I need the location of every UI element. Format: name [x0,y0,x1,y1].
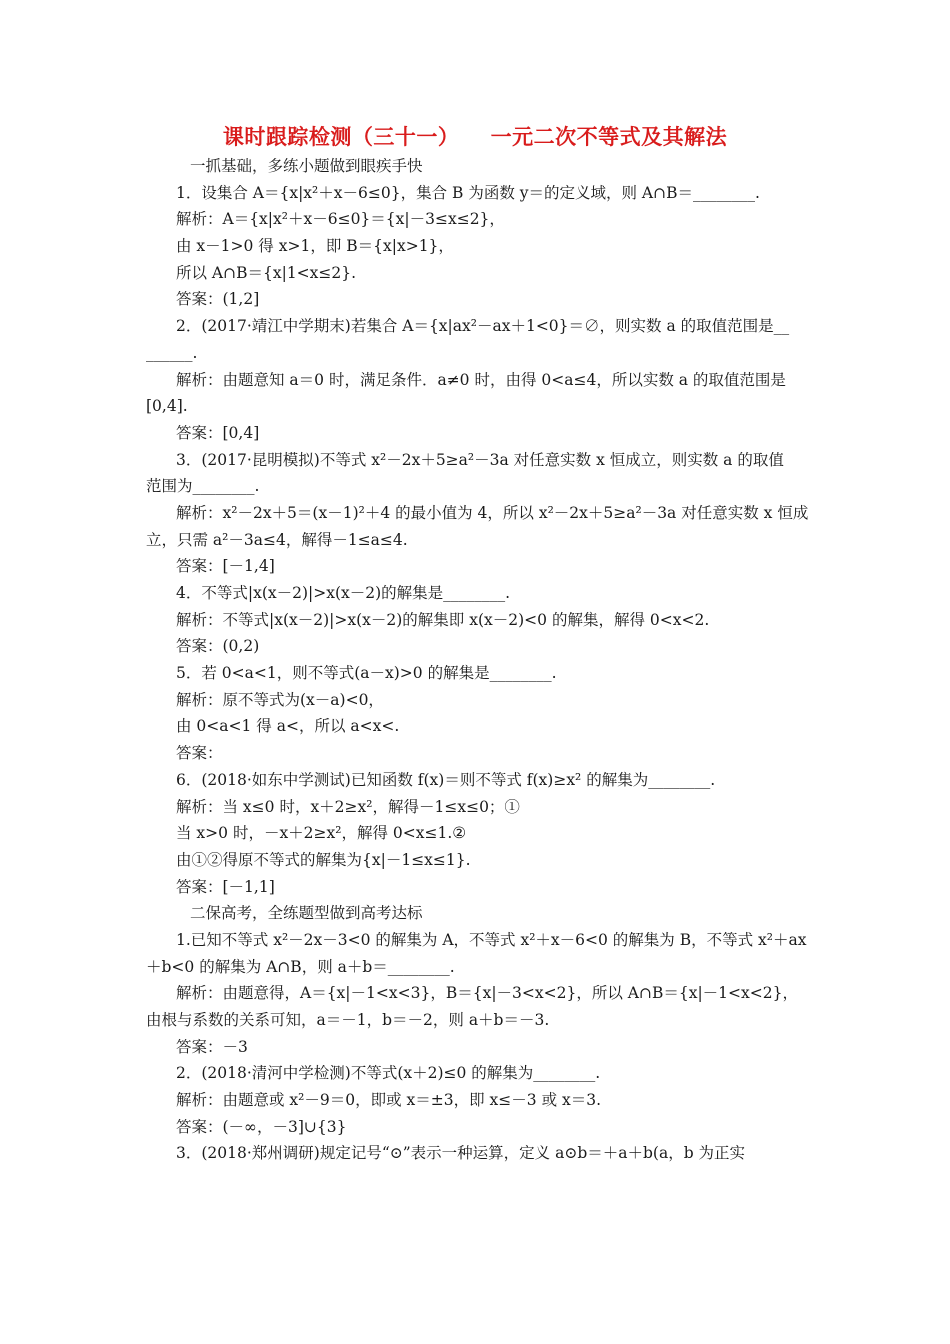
text-line: 答案：[－1,4] [176,557,275,576]
text-line: 5．若 0<a<1，则不等式(a－x)>0 的解集是________. [176,664,557,683]
text-line: 答案：(0,2) [176,637,260,656]
text-line: 答案： [176,744,223,763]
text-line: ＋b<0 的解集为 A∩B，则 a＋b＝________. [146,957,455,976]
text-line: [0,4]. [146,397,188,416]
text-line: 立，只需 a²－3a≤4，解得－1≤a≤4. [146,530,408,549]
text-line: 由①②得原不等式的解集为{x|－1≤x≤1}. [176,850,471,869]
page-title: 课时跟踪检测（三十一） 一元二次不等式及其解法 [222,125,728,149]
text-line: 1．设集合 A＝{x|x²＋x－6≤0}，集合 B 为函数 y＝的定义域，则 A∩B＝________. [176,183,760,202]
text-line: 一抓基础，多练小题做到眼疾手快 [190,157,423,175]
text-line: 解析：由题意得，A＝{x|－1<x<3}，B＝{x|－3<x<2}，所以 A∩B＝{x|－1<x<2}， [176,984,798,1003]
text-line: 答案：[0,4] [176,423,260,442]
text-line: 3．(2018·郑州调研)规定记号“⊙”表示一种运算，定义 a⊙b＝＋a＋b(a，b 为正实 [176,1144,746,1163]
document-body [146,153,812,1167]
text-line: 由根与系数的关系可知，a＝－1，b＝－2，则 a＋b＝－3. [146,1011,550,1029]
text-line: 解析：当 x≤0 时，x＋2≥x²，解得－1≤x≤0；① [176,797,520,816]
text-line: 当 x>0 时，－x＋2≥x²，解得 0<x≤1.② [176,824,467,843]
text-line: 解析：A＝{x|x²＋x－6≤0}＝{x|－3≤x≤2}， [176,210,505,229]
text-line: 解析：由题意或 x²－9＝0，即或 x＝±3，即 x≤－3 或 x＝3. [176,1091,602,1110]
text-line: 解析：由题意知 a＝0 时，满足条件．a≠0 时，由得 0<a≤4，所以实数 a 的取值范围是 [176,370,786,389]
text-line: 3．(2017·昆明模拟)不等式 x²－2x＋5≥a²－3a 对任意实数 x 恒成立，则实数 a 的取值 [176,450,784,469]
text-line: 答案：－3 [176,1037,248,1056]
text-line: 范围为________. [146,477,260,496]
text-line: 2．(2017·靖江中学期末)若集合 A＝{x|ax²－ax＋1<0}＝∅，则实数 a 的取值范围是__ [176,317,790,336]
text-line: 答案：[－1,1] [176,877,275,896]
text-line: 6．(2018·如东中学测试)已知函数 f(x)＝则不等式 f(x)≥x² 的解集为________. [176,770,716,789]
text-line: ______. [146,343,198,362]
text-line: 解析：x²－2x＋5＝(x－1)²＋4 的最小值为 4，所以 x²－2x＋5≥a²－3a 对任意实数 x 恒成 [176,503,809,522]
text-line: 二保高考，全练题型做到高考达标 [190,904,423,923]
text-line: 2．(2018·清河中学检测)不等式(x＋2)≤0 的解集为________. [176,1064,601,1083]
text-line: 解析：不等式|x(x－2)|>x(x－2)的解集即 x(x－2)<0 的解集，解得 0<x<2. [176,610,710,629]
text-line: 4．不等式|x(x－2)|>x(x－2)的解集是________. [176,584,511,602]
text-line: 答案：(－∞，－3]∪{3} [176,1117,347,1136]
text-line: 由 x－1>0 得 x>1，即 B＝{x|x>1}， [176,237,454,256]
text-line: 1.已知不等式 x²－2x－3<0 的解集为 A，不等式 x²＋x－6<0 的解集为 B，不等式 x²＋ax [176,930,807,949]
text-line: 答案：(1,2] [176,290,260,309]
text-line: 由 0<a<1 得 a<，所以 a<x<. [176,717,400,736]
text-line: 所以 A∩B＝{x|1<x≤2}. [176,263,357,282]
text-line: 解析：原不等式为(x－a)<0， [176,690,384,709]
